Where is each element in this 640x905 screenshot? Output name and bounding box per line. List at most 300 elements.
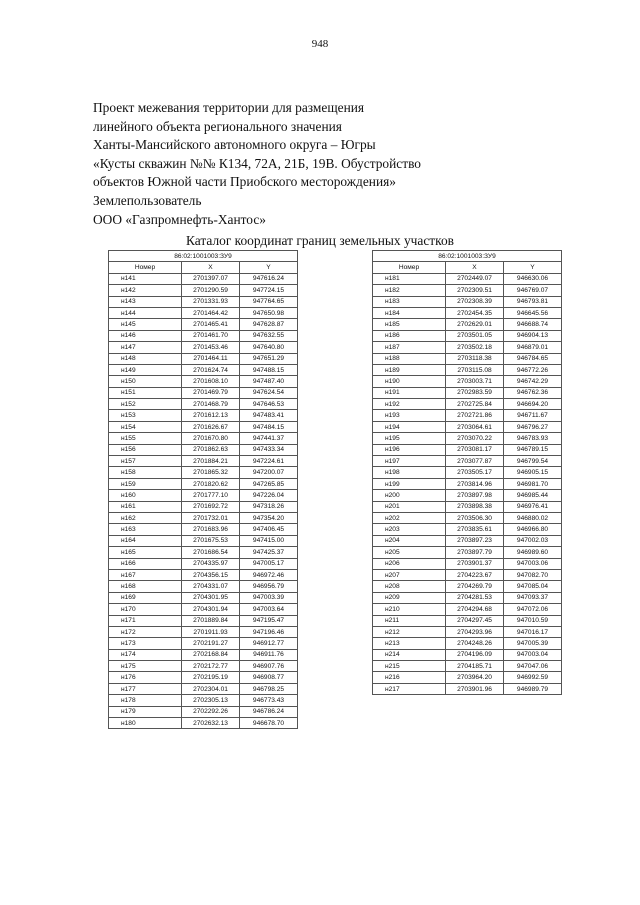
y-coordinate-cell: 947487.40 — [240, 376, 298, 387]
table-row — [109, 581, 298, 592]
x-coordinate-cell: 2701612.13 — [182, 410, 240, 421]
table-row — [109, 353, 298, 364]
table-row — [373, 353, 562, 364]
point-number-cell: н216 — [373, 672, 446, 683]
y-coordinate-cell: 947406.45 — [240, 524, 298, 535]
table-row — [373, 364, 562, 375]
x-coordinate-cell: 2703897.98 — [446, 490, 504, 501]
y-coordinate-cell: 947764.65 — [240, 296, 298, 307]
y-coordinate-cell: 947425.37 — [240, 547, 298, 558]
table-row — [109, 615, 298, 626]
y-coordinate-cell: 947624.54 — [240, 387, 298, 398]
table-row — [109, 718, 298, 729]
x-coordinate-cell: 2701911.93 — [182, 626, 240, 637]
point-number-cell: н165 — [109, 547, 182, 558]
y-coordinate-cell: 947646.53 — [240, 399, 298, 410]
coordinate-table-left — [108, 250, 298, 729]
y-coordinate-cell: 947433.34 — [240, 444, 298, 455]
table-row — [109, 535, 298, 546]
table-row — [373, 604, 562, 615]
x-coordinate-cell: 2703505.17 — [446, 467, 504, 478]
y-coordinate-cell: 946989.60 — [504, 547, 562, 558]
table-row — [373, 672, 562, 683]
table-row — [109, 683, 298, 694]
table-row — [109, 467, 298, 478]
y-coordinate-cell: 947010.59 — [504, 615, 562, 626]
table-row — [373, 399, 562, 410]
point-number-cell: н191 — [373, 387, 446, 398]
table-row — [373, 421, 562, 432]
point-number-cell: н202 — [373, 512, 446, 523]
point-number-cell: н170 — [109, 604, 182, 615]
x-coordinate-cell: 2703064.61 — [446, 421, 504, 432]
y-coordinate-cell: 946630.06 — [504, 273, 562, 284]
x-coordinate-cell: 2704293.96 — [446, 626, 504, 637]
x-coordinate-cell: 2704223.67 — [446, 569, 504, 580]
table-row — [109, 330, 298, 341]
x-coordinate-cell: 2701732.01 — [182, 512, 240, 523]
x-coordinate-cell: 2702309.51 — [446, 285, 504, 296]
page-number: 948 — [311, 38, 329, 50]
y-coordinate-cell: 947005.39 — [504, 638, 562, 649]
table-row — [373, 410, 562, 421]
point-number-cell: н173 — [109, 638, 182, 649]
point-number-cell: н208 — [373, 581, 446, 592]
y-coordinate-cell: 946772.26 — [504, 364, 562, 375]
point-number-cell: н197 — [373, 456, 446, 467]
table-row — [109, 364, 298, 375]
y-coordinate-cell: 946742.29 — [504, 376, 562, 387]
x-coordinate-cell: 2703501.05 — [446, 330, 504, 341]
x-coordinate-cell: 2702454.35 — [446, 307, 504, 318]
y-coordinate-cell: 946976.41 — [504, 501, 562, 512]
x-coordinate-cell: 2703901.37 — [446, 558, 504, 569]
document-heading — [93, 99, 563, 229]
heading-line: линейного объекта регионального значения — [93, 118, 342, 134]
x-coordinate-cell: 2701624.74 — [182, 364, 240, 375]
x-coordinate-cell: 2701468.79 — [182, 399, 240, 410]
x-coordinate-cell: 2701469.79 — [182, 387, 240, 398]
table-row — [109, 569, 298, 580]
table-row — [109, 626, 298, 637]
y-coordinate-cell: 946783.93 — [504, 433, 562, 444]
parcel-number: 86:02:1001003:ЗУ9 — [373, 251, 562, 262]
heading-line: Землепользователь — [93, 192, 202, 208]
point-number-cell: н141 — [109, 273, 182, 284]
point-number-cell: н210 — [373, 604, 446, 615]
y-coordinate-cell: 946762.36 — [504, 387, 562, 398]
point-number-cell: н163 — [109, 524, 182, 535]
catalog-title: Каталог координат границ земельных участков — [186, 233, 454, 248]
table-row — [109, 672, 298, 683]
table-row — [373, 592, 562, 603]
x-coordinate-cell: 2701675.53 — [182, 535, 240, 546]
x-coordinate-cell: 2701692.72 — [182, 501, 240, 512]
table-row — [109, 524, 298, 535]
x-coordinate-cell: 2702292.26 — [182, 706, 240, 717]
x-coordinate-cell: 2702305.13 — [182, 695, 240, 706]
x-coordinate-cell: 2702629.01 — [446, 319, 504, 330]
x-coordinate-cell: 2701464.11 — [182, 353, 240, 364]
x-coordinate-cell: 2703814.96 — [446, 478, 504, 489]
table-row — [109, 547, 298, 558]
y-coordinate-cell: 946796.27 — [504, 421, 562, 432]
point-number-cell: н145 — [109, 319, 182, 330]
point-number-cell: н148 — [109, 353, 182, 364]
table-row — [373, 512, 562, 523]
point-number-cell: н215 — [373, 661, 446, 672]
table-row — [373, 683, 562, 694]
point-number-cell: н149 — [109, 364, 182, 375]
table-row — [373, 558, 562, 569]
x-coordinate-cell: 2701453.46 — [182, 342, 240, 353]
table-row — [373, 638, 562, 649]
table-row — [373, 467, 562, 478]
x-coordinate-cell: 2701884.21 — [182, 456, 240, 467]
table-row — [109, 558, 298, 569]
table-row — [373, 661, 562, 672]
x-coordinate-cell: 2701397.07 — [182, 273, 240, 284]
y-coordinate-cell: 947002.03 — [504, 535, 562, 546]
x-coordinate-cell: 2702172.77 — [182, 661, 240, 672]
heading-line: Проект межевания территории для размещения — [93, 100, 365, 115]
point-number-cell: н190 — [373, 376, 446, 387]
x-coordinate-cell: 2701683.96 — [182, 524, 240, 535]
point-number-cell: н183 — [373, 296, 446, 307]
y-coordinate-cell: 946711.67 — [504, 410, 562, 421]
point-number-cell: н177 — [109, 683, 182, 694]
heading-line: Ханты-Мансийского автономного округа – Югры — [93, 137, 376, 153]
x-coordinate-cell: 2704297.45 — [446, 615, 504, 626]
point-number-cell: н204 — [373, 535, 446, 546]
y-coordinate-cell: 947318.26 — [240, 501, 298, 512]
table-row — [109, 706, 298, 717]
table-row — [373, 433, 562, 444]
point-number-cell: н199 — [373, 478, 446, 489]
x-coordinate-cell: 2703898.38 — [446, 501, 504, 512]
point-number-cell: н167 — [109, 569, 182, 580]
table-row — [109, 695, 298, 706]
x-coordinate-cell: 2701820.62 — [182, 478, 240, 489]
y-coordinate-cell: 946879.01 — [504, 342, 562, 353]
y-coordinate-cell: 946789.15 — [504, 444, 562, 455]
point-number-cell: н185 — [373, 319, 446, 330]
y-coordinate-cell: 946793.81 — [504, 296, 562, 307]
x-coordinate-cell: 2704281.53 — [446, 592, 504, 603]
column-header-number: Номер — [109, 262, 182, 273]
table-row — [373, 456, 562, 467]
table-row — [109, 433, 298, 444]
table-row — [373, 330, 562, 341]
point-number-cell: н146 — [109, 330, 182, 341]
x-coordinate-cell: 2704196.09 — [446, 649, 504, 660]
point-number-cell: н207 — [373, 569, 446, 580]
x-coordinate-cell: 2701464.42 — [182, 307, 240, 318]
point-number-cell: н181 — [373, 273, 446, 284]
table-row — [109, 512, 298, 523]
table-row — [373, 296, 562, 307]
point-number-cell: н179 — [109, 706, 182, 717]
y-coordinate-cell: 947003.06 — [504, 558, 562, 569]
column-header-x: X — [446, 262, 504, 273]
point-number-cell: н196 — [373, 444, 446, 455]
point-number-cell: н209 — [373, 592, 446, 603]
x-coordinate-cell: 2704335.97 — [182, 558, 240, 569]
x-coordinate-cell: 2704294.68 — [446, 604, 504, 615]
point-number-cell: н186 — [373, 330, 446, 341]
table-row — [373, 490, 562, 501]
table-row — [109, 342, 298, 353]
point-number-cell: н182 — [373, 285, 446, 296]
x-coordinate-cell: 2703077.87 — [446, 456, 504, 467]
table-row — [109, 604, 298, 615]
x-coordinate-cell: 2701608.10 — [182, 376, 240, 387]
table-row — [373, 319, 562, 330]
x-coordinate-cell: 2703964.20 — [446, 672, 504, 683]
y-coordinate-cell: 946773.43 — [240, 695, 298, 706]
y-coordinate-cell: 946907.76 — [240, 661, 298, 672]
y-coordinate-cell: 947483.41 — [240, 410, 298, 421]
table-row — [373, 307, 562, 318]
table-row — [109, 444, 298, 455]
table-row — [109, 478, 298, 489]
table-row — [109, 490, 298, 501]
y-coordinate-cell: 947196.46 — [240, 626, 298, 637]
point-number-cell: н162 — [109, 512, 182, 523]
table-row — [109, 399, 298, 410]
table-row — [373, 626, 562, 637]
x-coordinate-cell: 2704185.71 — [446, 661, 504, 672]
point-number-cell: н142 — [109, 285, 182, 296]
table-row — [373, 387, 562, 398]
y-coordinate-cell: 946880.02 — [504, 512, 562, 523]
x-coordinate-cell: 2702195.19 — [182, 672, 240, 683]
y-coordinate-cell: 947441.37 — [240, 433, 298, 444]
x-coordinate-cell: 2703502.18 — [446, 342, 504, 353]
point-number-cell: н143 — [109, 296, 182, 307]
point-number-cell: н153 — [109, 410, 182, 421]
y-coordinate-cell: 947093.37 — [504, 592, 562, 603]
point-number-cell: н158 — [109, 467, 182, 478]
point-number-cell: н187 — [373, 342, 446, 353]
parcel-number: 86:02:1001003:ЗУ9 — [109, 251, 298, 262]
point-number-cell: н161 — [109, 501, 182, 512]
point-number-cell: н214 — [373, 649, 446, 660]
y-coordinate-cell: 946985.44 — [504, 490, 562, 501]
column-header-x: X — [182, 262, 240, 273]
y-coordinate-cell: 946688.74 — [504, 319, 562, 330]
x-coordinate-cell: 2702725.84 — [446, 399, 504, 410]
point-number-cell: н169 — [109, 592, 182, 603]
point-number-cell: н198 — [373, 467, 446, 478]
point-number-cell: н194 — [373, 421, 446, 432]
point-number-cell: н203 — [373, 524, 446, 535]
column-header-number: Номер — [373, 262, 446, 273]
x-coordinate-cell: 2703118.38 — [446, 353, 504, 364]
point-number-cell: н211 — [373, 615, 446, 626]
y-coordinate-cell: 947650.98 — [240, 307, 298, 318]
x-coordinate-cell: 2704331.07 — [182, 581, 240, 592]
x-coordinate-cell: 2704269.79 — [446, 581, 504, 592]
table-row — [109, 456, 298, 467]
y-coordinate-cell: 947226.04 — [240, 490, 298, 501]
x-coordinate-cell: 2702308.39 — [446, 296, 504, 307]
x-coordinate-cell: 2702632.13 — [182, 718, 240, 729]
table-row — [109, 319, 298, 330]
x-coordinate-cell: 2703835.61 — [446, 524, 504, 535]
x-coordinate-cell: 2701461.70 — [182, 330, 240, 341]
table-row — [373, 501, 562, 512]
y-coordinate-cell: 947047.06 — [504, 661, 562, 672]
table-row — [373, 273, 562, 284]
y-coordinate-cell: 947415.00 — [240, 535, 298, 546]
y-coordinate-cell: 947085.04 — [504, 581, 562, 592]
x-coordinate-cell: 2704248.26 — [446, 638, 504, 649]
x-coordinate-cell: 2703897.79 — [446, 547, 504, 558]
point-number-cell: н147 — [109, 342, 182, 353]
y-coordinate-cell: 947200.07 — [240, 467, 298, 478]
y-coordinate-cell: 946911.76 — [240, 649, 298, 660]
y-coordinate-cell: 946908.77 — [240, 672, 298, 683]
y-coordinate-cell: 946992.59 — [504, 672, 562, 683]
table-row — [109, 649, 298, 660]
table-row — [373, 649, 562, 660]
table-row — [109, 421, 298, 432]
y-coordinate-cell: 946769.07 — [504, 285, 562, 296]
y-coordinate-cell: 947488.15 — [240, 364, 298, 375]
y-coordinate-cell: 946678.70 — [240, 718, 298, 729]
y-coordinate-cell: 947354.20 — [240, 512, 298, 523]
coordinate-table-right — [372, 250, 562, 695]
point-number-cell: н174 — [109, 649, 182, 660]
y-coordinate-cell: 946798.25 — [240, 683, 298, 694]
point-number-cell: н157 — [109, 456, 182, 467]
x-coordinate-cell: 2703081.17 — [446, 444, 504, 455]
point-number-cell: н192 — [373, 399, 446, 410]
table-row — [109, 410, 298, 421]
table-row — [373, 535, 562, 546]
x-coordinate-cell: 2701465.41 — [182, 319, 240, 330]
point-number-cell: н151 — [109, 387, 182, 398]
table-row — [373, 524, 562, 535]
y-coordinate-cell: 946784.65 — [504, 353, 562, 364]
x-coordinate-cell: 2701331.93 — [182, 296, 240, 307]
y-coordinate-cell: 947003.39 — [240, 592, 298, 603]
y-coordinate-cell: 947724.15 — [240, 285, 298, 296]
y-coordinate-cell: 946956.79 — [240, 581, 298, 592]
table-row — [109, 273, 298, 284]
x-coordinate-cell: 2704301.95 — [182, 592, 240, 603]
x-coordinate-cell: 2701626.67 — [182, 421, 240, 432]
point-number-cell: н200 — [373, 490, 446, 501]
y-coordinate-cell: 947651.29 — [240, 353, 298, 364]
x-coordinate-cell: 2703070.22 — [446, 433, 504, 444]
x-coordinate-cell: 2702983.59 — [446, 387, 504, 398]
point-number-cell: н213 — [373, 638, 446, 649]
x-coordinate-cell: 2701290.59 — [182, 285, 240, 296]
column-header-y: Y — [240, 262, 298, 273]
point-number-cell: н155 — [109, 433, 182, 444]
x-coordinate-cell: 2703506.30 — [446, 512, 504, 523]
table-row — [109, 285, 298, 296]
point-number-cell: н171 — [109, 615, 182, 626]
y-coordinate-cell: 946972.46 — [240, 569, 298, 580]
point-number-cell: н168 — [109, 581, 182, 592]
point-number-cell: н175 — [109, 661, 182, 672]
x-coordinate-cell: 2702449.07 — [446, 273, 504, 284]
y-coordinate-cell: 946645.56 — [504, 307, 562, 318]
point-number-cell: н164 — [109, 535, 182, 546]
y-coordinate-cell: 946905.15 — [504, 467, 562, 478]
table-row — [109, 501, 298, 512]
x-coordinate-cell: 2701777.10 — [182, 490, 240, 501]
point-number-cell: н195 — [373, 433, 446, 444]
point-number-cell: н184 — [373, 307, 446, 318]
y-coordinate-cell: 947016.17 — [504, 626, 562, 637]
y-coordinate-cell: 946799.54 — [504, 456, 562, 467]
x-coordinate-cell: 2704301.94 — [182, 604, 240, 615]
x-coordinate-cell: 2703897.23 — [446, 535, 504, 546]
point-number-cell: н159 — [109, 478, 182, 489]
x-coordinate-cell: 2703115.08 — [446, 364, 504, 375]
x-coordinate-cell: 2702304.01 — [182, 683, 240, 694]
y-coordinate-cell: 947082.70 — [504, 569, 562, 580]
x-coordinate-cell: 2701686.54 — [182, 547, 240, 558]
y-coordinate-cell: 947640.80 — [240, 342, 298, 353]
y-coordinate-cell: 947072.06 — [504, 604, 562, 615]
point-number-cell: н156 — [109, 444, 182, 455]
point-number-cell: н188 — [373, 353, 446, 364]
point-number-cell: н166 — [109, 558, 182, 569]
table-row — [109, 592, 298, 603]
point-number-cell: н201 — [373, 501, 446, 512]
table-row — [109, 661, 298, 672]
x-coordinate-cell: 2703901.96 — [446, 683, 504, 694]
y-coordinate-cell: 946694.20 — [504, 399, 562, 410]
point-number-cell: н172 — [109, 626, 182, 637]
x-coordinate-cell: 2701862.63 — [182, 444, 240, 455]
y-coordinate-cell: 947224.61 — [240, 456, 298, 467]
y-coordinate-cell: 947005.17 — [240, 558, 298, 569]
point-number-cell: н189 — [373, 364, 446, 375]
point-number-cell: н212 — [373, 626, 446, 637]
table-row — [109, 638, 298, 649]
y-coordinate-cell: 946904.13 — [504, 330, 562, 341]
y-coordinate-cell: 947265.85 — [240, 478, 298, 489]
y-coordinate-cell: 947003.04 — [504, 649, 562, 660]
x-coordinate-cell: 2701670.80 — [182, 433, 240, 444]
heading-line: ООО «Газпромнефть-Хантос» — [93, 211, 266, 227]
point-number-cell: н217 — [373, 683, 446, 694]
y-coordinate-cell: 946981.70 — [504, 478, 562, 489]
point-number-cell: н152 — [109, 399, 182, 410]
x-coordinate-cell: 2704356.15 — [182, 569, 240, 580]
y-coordinate-cell: 947616.24 — [240, 273, 298, 284]
x-coordinate-cell: 2701889.84 — [182, 615, 240, 626]
x-coordinate-cell: 2702721.86 — [446, 410, 504, 421]
table-row — [373, 615, 562, 626]
x-coordinate-cell: 2703003.71 — [446, 376, 504, 387]
table-row — [373, 547, 562, 558]
table-row — [109, 307, 298, 318]
point-number-cell: н193 — [373, 410, 446, 421]
table-row — [373, 285, 562, 296]
table-row — [109, 296, 298, 307]
table-row — [109, 387, 298, 398]
table-row — [373, 478, 562, 489]
point-number-cell: н160 — [109, 490, 182, 501]
table-row — [373, 444, 562, 455]
